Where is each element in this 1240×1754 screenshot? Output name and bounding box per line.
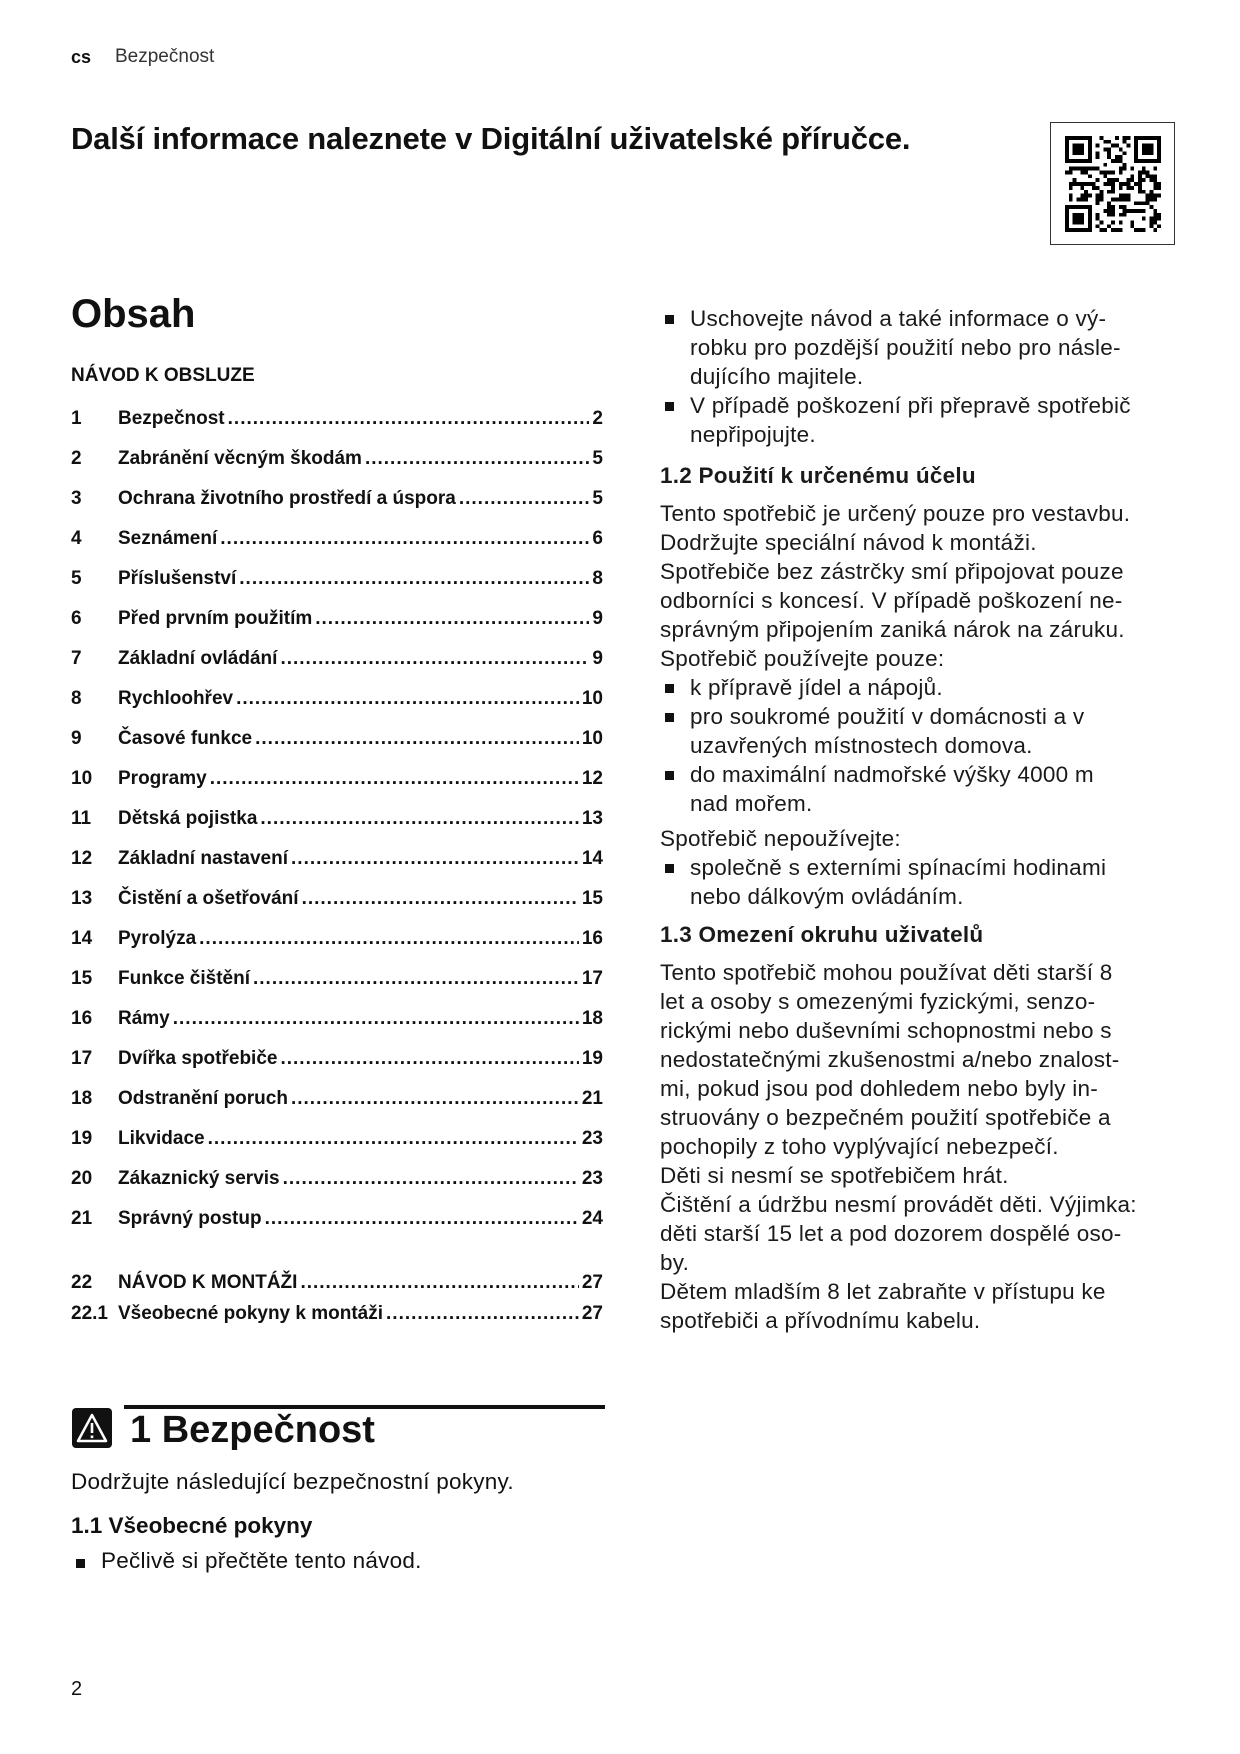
toc-entry[interactable] [71,1272,603,1296]
bullet-icon [665,771,674,780]
text-line: mi, pokud jsou pod dohledem nebo byly in- [660,1076,1099,1101]
toc-entry-title: Likvidace [118,1128,205,1149]
toc-entry-page: 19 [581,1048,603,1069]
bullet-icon [76,1559,85,1568]
text-line: nedostatečnými zkušenostmi a/nebo znalost- [660,1047,1120,1072]
toc-entry[interactable] [71,768,603,792]
dot-leader [315,608,589,630]
dot-leader [236,688,579,710]
text-line: struovány o bezpečném použití spotřebiče a [660,1105,1111,1130]
toc-entry-page: 23 [581,1168,603,1189]
toc-entry-number: 16 [71,1008,93,1029]
toc-entry-title: Rámy [118,1008,170,1029]
right-column [660,304,1200,1335]
toc-entry-page: 9 [592,648,603,669]
toc-entry-number: 17 [71,1048,93,1069]
toc-entry-number: 13 [71,888,93,909]
text-line: Čištění a údržbu nesmí provádět děti. Výjimka: [660,1192,1137,1217]
toc-entry[interactable] [71,528,603,552]
toc-entry-page: 24 [581,1208,603,1229]
toc-entry-page: 13 [581,808,603,829]
subsection-heading: 1.3 Omezení okruhu uživatelů [660,922,984,947]
text-line: spotřebiči a přívodnímu kabelu. [660,1308,981,1333]
text-line: k přípravě jídel a nápojů. [690,675,943,700]
dot-leader [239,568,589,590]
text-line: Uschovejte návod a také informace o vý- [690,306,1107,331]
list-item [660,760,1200,818]
toc-entry-page: 27 [581,1272,603,1293]
toc-entry-title: Základní ovládání [118,648,278,669]
toc-entry-title: Dětská pojistka [118,808,258,829]
toc-entry[interactable] [71,448,603,472]
list-item [71,1548,641,1574]
toc-entry-number: 4 [71,528,82,549]
list-item [660,702,1200,760]
text-line: pochopily z toho vyplývající nebezpečí. [660,1134,1059,1159]
dot-leader [386,1303,579,1325]
dot-leader [255,728,579,750]
paragraph: Spotřebič nepoužívejte: [660,826,901,851]
toc-entry-number: 19 [71,1128,93,1149]
text-line: uzavřených místnostech domova. [690,733,1033,758]
text-line: rickými nebo duševními schopnostmi nebo s [660,1018,1112,1043]
toc-entry-title: Všeobecné pokyny k montáži [118,1303,384,1324]
toc-entry-page: 27 [581,1303,603,1324]
toc-entry-title: Dvířka spotřebiče [118,1048,278,1069]
list-item [660,853,1200,911]
toc-entry[interactable] [71,1048,603,1072]
toc-entry-page: 6 [592,528,603,549]
dot-leader [208,1128,579,1150]
toc-entry-number: 9 [71,728,82,749]
toc-entry-number: 8 [71,688,82,709]
dot-leader [459,488,590,510]
toc-entry-title: Zabránění věcným škodám [118,448,362,469]
list-item [660,304,1200,391]
section-intro: Dodržujte následující bezpečnostní pokyny. [71,1469,514,1494]
toc-entry-number: 3 [71,488,82,509]
toc-entry[interactable] [71,688,603,712]
toc-entry-number: 10 [71,768,93,789]
text-line: by. [660,1250,690,1275]
bullet-icon [665,713,674,722]
toc-entry[interactable] [71,728,603,752]
toc-entry[interactable] [71,1168,603,1192]
bullet-icon [665,684,674,693]
toc-entry[interactable] [71,648,603,672]
toc-entry[interactable] [71,568,603,592]
section-title: 1 Bezpečnost [130,1409,375,1451]
toc-entry-page: 18 [581,1008,603,1029]
text-line: nad mořem. [690,791,813,816]
toc-entry-page: 10 [581,728,603,749]
toc-entry-number: 1 [71,408,82,429]
text-line: Tento spotřebič je určený pouze pro vestavbu. [660,501,1131,526]
dot-leader [300,1272,578,1294]
toc-entry-number: 21 [71,1208,93,1229]
page-title: Další informace naleznete v Digitální uživatelské příručce. [71,121,911,156]
toc-entry-title: Seznámení [118,528,218,549]
dot-leader [365,448,589,470]
toc-entry[interactable] [71,1128,603,1152]
toc-entry-page: 8 [592,568,603,589]
toc-entry[interactable] [71,848,603,872]
dot-leader [280,648,589,670]
toc-entry-title: Čistění a ošetřování [118,888,299,909]
text-line: správným připojením zaniká nárok na záruku. [660,617,1125,642]
toc-entry-title: Základní nastavení [118,848,289,869]
toc-entry[interactable] [71,888,603,912]
dot-leader [199,928,579,950]
dot-leader [253,968,579,990]
text-line: V případě poškození při přepravě spotřebič [690,393,1131,418]
toc-entry-number: 5 [71,568,82,589]
list-item [660,673,1200,702]
bullet-icon [665,315,674,324]
toc-entry-title: NÁVOD K MONTÁŽI [118,1272,298,1293]
toc-entry-page: 10 [581,688,603,709]
toc-entry-title: Zákaznický servis [118,1168,280,1189]
language-code: cs [71,47,92,67]
toc-entry[interactable] [71,488,603,512]
text-line: Dětem mladším 8 let zabraňte v přístupu ke [660,1279,1106,1304]
running-header-section: Bezpečnost [115,46,215,67]
list-item [660,391,1200,449]
text-line: nepřipojujte. [690,422,816,447]
toc-entry[interactable] [71,1008,603,1032]
toc-entry-page: 17 [581,968,603,989]
toc-entry-title: Ochrana životního prostředí a úspora [118,488,456,509]
toc-entry-title: Před prvním použitím [118,608,313,629]
dot-leader [260,808,578,830]
text-line: Spotřebič používejte pouze: [660,646,945,671]
text-line: děti starší 15 let a pod dozorem dospělé oso- [660,1221,1122,1246]
toc-entry-title: Funkce čištění [118,968,250,989]
toc-entry-number: 22 [71,1272,93,1293]
dot-leader [210,768,579,790]
toc-entry-title: Rychloohřev [118,688,234,709]
toc-entry-page: 12 [581,768,603,789]
toc-entry-page: 14 [581,848,603,869]
toc-entry-title: Pyrolýza [118,928,197,949]
toc-entry-number: 20 [71,1168,93,1189]
toc-entry-number: 15 [71,968,93,989]
toc-entry-page: 15 [581,888,603,909]
toc-entry-title: Časové funkce [118,728,253,749]
text-line: Dodržujte speciální návod k montáži. [660,530,1037,555]
toc-entry-title: Bezpečnost [118,408,225,429]
warning-triangle-icon [72,1408,112,1448]
text-line: Děti si nesmí se spotřebičem hrát. [660,1163,1009,1188]
bullet-icon [665,864,674,873]
dot-leader [291,848,579,870]
toc-entry-number: 14 [71,928,93,949]
toc-entry[interactable] [71,408,603,432]
dot-leader [291,1088,579,1110]
dot-leader [283,1168,579,1190]
toc-entry[interactable] [71,608,603,632]
dot-leader [228,408,590,430]
dot-leader [173,1008,579,1030]
toc-entry-title: Příslušenství [118,568,237,589]
page-number: 2 [71,1678,83,1700]
text-line: odborníci s koncesí. V případě poškození ne- [660,588,1123,613]
text-line: robku pro pozdější použití nebo pro násle- [690,335,1121,360]
toc-entry-page: 5 [592,448,603,469]
text-line: do maximální nadmořské výšky 4000 m [690,762,1094,787]
subsection-heading: 1.1 Všeobecné pokyny [71,1513,313,1538]
text-line: Tento spotřebič mohou používat děti starší 8 [660,960,1113,985]
toc-entry-page: 16 [581,928,603,949]
dot-leader [302,888,579,910]
toc-entry-number: 7 [71,648,82,669]
qr-code-icon[interactable] [1050,122,1175,245]
dot-leader [265,1208,579,1230]
toc-entry-number: 2 [71,448,82,469]
toc-entry[interactable] [71,808,603,832]
toc-entry-title: Správný postup [118,1208,262,1229]
toc-entry[interactable] [71,1208,603,1232]
text-line: let a osoby s omezenými fyzickými, senzo- [660,989,1096,1014]
toc-entry-page: 21 [581,1088,603,1109]
toc-entry-number: 6 [71,608,82,629]
toc-entry-number: 11 [71,808,92,829]
toc-entry-page: 5 [592,488,603,509]
text-line: společně s externími spínacími hodinami [690,855,1107,880]
toc-entry[interactable] [71,968,603,992]
bullet-icon [665,402,674,411]
subsection-heading: 1.2 Použití k určenému účelu [660,463,976,488]
text-line: nebo dálkovým ovládáním. [690,884,964,909]
toc-entry-number: 12 [71,848,93,869]
toc-entry-page: 23 [581,1128,603,1149]
toc-entry-number: 22.1 [71,1303,108,1324]
toc-entry-title: Odstranění poruch [118,1088,288,1109]
toc-subheading: NÁVOD K OBSLUZE [71,365,255,386]
toc-heading: Obsah [71,292,196,336]
toc-entry-number: 18 [71,1088,93,1109]
toc-entry-page: 2 [592,408,603,429]
dot-leader [280,1048,578,1070]
dot-leader [220,528,589,550]
text-line: Spotřebiče bez zástrčky smí připojovat pouze [660,559,1124,584]
text-line: pro soukromé použití v domácnosti a v [690,704,1085,729]
toc-entry[interactable] [71,928,603,952]
toc-entry[interactable] [71,1088,603,1112]
toc-entry-title: Programy [118,768,207,789]
text-line: dujícího majitele. [690,364,864,389]
list-item-text: Pečlivě si přečtěte tento návod. [101,1548,422,1573]
toc-entry-page: 9 [592,608,603,629]
toc-entry[interactable] [71,1303,603,1327]
